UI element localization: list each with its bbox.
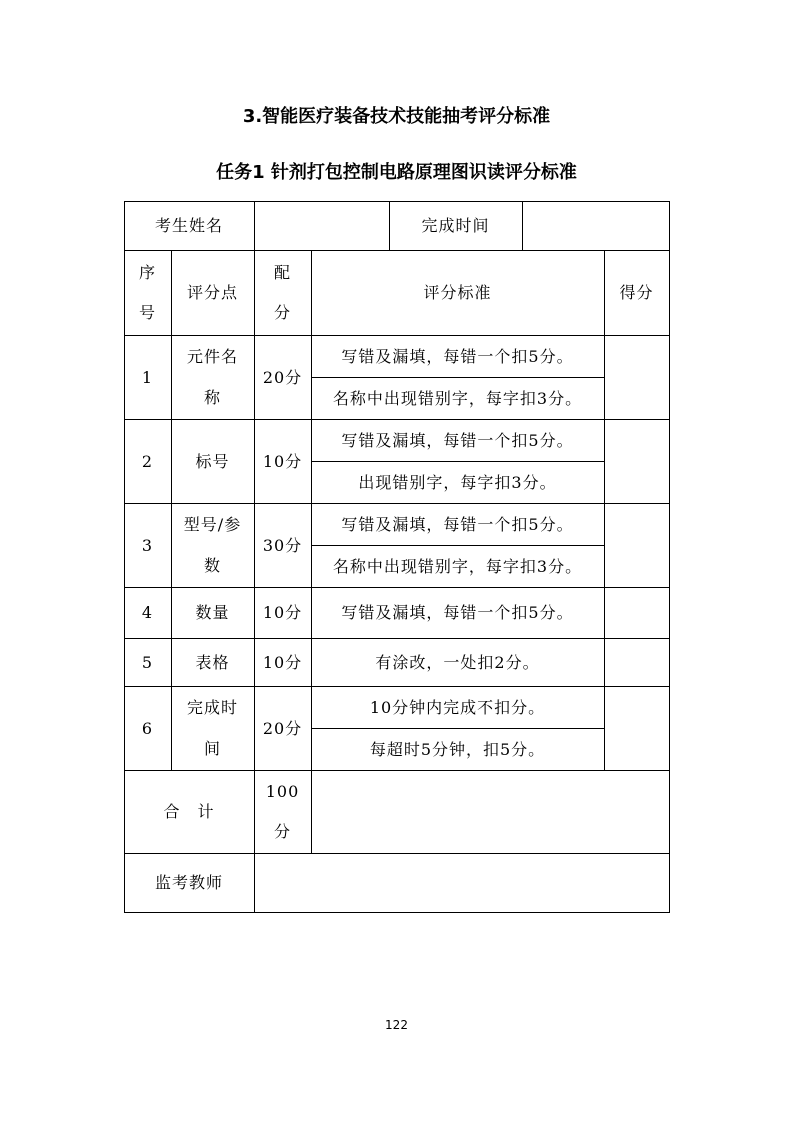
total-label: 合 计 — [163, 802, 215, 821]
table-border-bottom — [124, 912, 670, 913]
item-score: 30分 — [262, 535, 303, 555]
section-title: 3.智能医疗装备技术技能抽考评分标准 — [242, 106, 551, 127]
item-score: 10分 — [262, 451, 303, 471]
item-no: 6 — [141, 718, 154, 738]
header-point: 评分点 — [186, 283, 238, 302]
item-point: 标号 — [195, 451, 230, 471]
header-got: 得分 — [619, 283, 654, 302]
item-criterion: 写错及漏填，每错一个扣5分。 — [341, 603, 574, 622]
time-label: 完成时间 — [421, 216, 490, 235]
item-point: 完成时 间 — [186, 698, 238, 758]
page-number: 122 — [385, 1018, 408, 1032]
table-border-right — [669, 201, 670, 912]
item-score: 20分 — [262, 718, 303, 738]
total-score: 100 分 — [265, 781, 300, 841]
name-label: 考生姓名 — [154, 216, 223, 235]
item-criterion: 名称中出现错别字，每字扣3分。 — [332, 388, 583, 408]
item-criterion: 出现错别字，每字扣3分。 — [358, 472, 557, 492]
item-no: 3 — [141, 535, 154, 555]
item-no: 5 — [141, 652, 154, 672]
task-title: 任务1 针剂打包控制电路原理图识读评分标准 — [216, 162, 577, 183]
item-no: 4 — [141, 603, 154, 622]
proctor-label: 监考教师 — [154, 873, 223, 892]
item-score: 10分 — [262, 652, 303, 672]
table-rule — [522, 201, 523, 250]
item-criterion: 写错及漏填，每错一个扣5分。 — [341, 514, 574, 534]
item-point: 表格 — [195, 652, 230, 672]
item-criterion: 每超时5分钟，扣5分。 — [369, 739, 546, 759]
item-point: 型号/参 数 — [183, 515, 242, 575]
table-rule — [311, 770, 312, 853]
item-criterion: 10分钟内完成不扣分。 — [369, 697, 546, 717]
item-criterion: 写错及漏填，每错一个扣5分。 — [341, 430, 574, 450]
item-criterion: 写错及漏填，每错一个扣5分。 — [341, 346, 574, 366]
header-score: 配 分 — [273, 262, 291, 322]
header-standard: 评分标准 — [423, 283, 492, 302]
item-criterion: 名称中出现错别字，每字扣3分。 — [332, 556, 583, 576]
item-criterion: 有涂改，一处扣2分。 — [375, 652, 540, 672]
item-no: 1 — [141, 367, 154, 387]
item-no: 2 — [141, 451, 154, 471]
table-rule — [254, 201, 255, 250]
item-score: 10分 — [262, 603, 303, 622]
item-point: 元件名 称 — [186, 347, 238, 407]
header-seq: 序 号 — [138, 262, 156, 322]
item-point: 数量 — [195, 603, 230, 622]
item-score: 20分 — [262, 367, 303, 387]
